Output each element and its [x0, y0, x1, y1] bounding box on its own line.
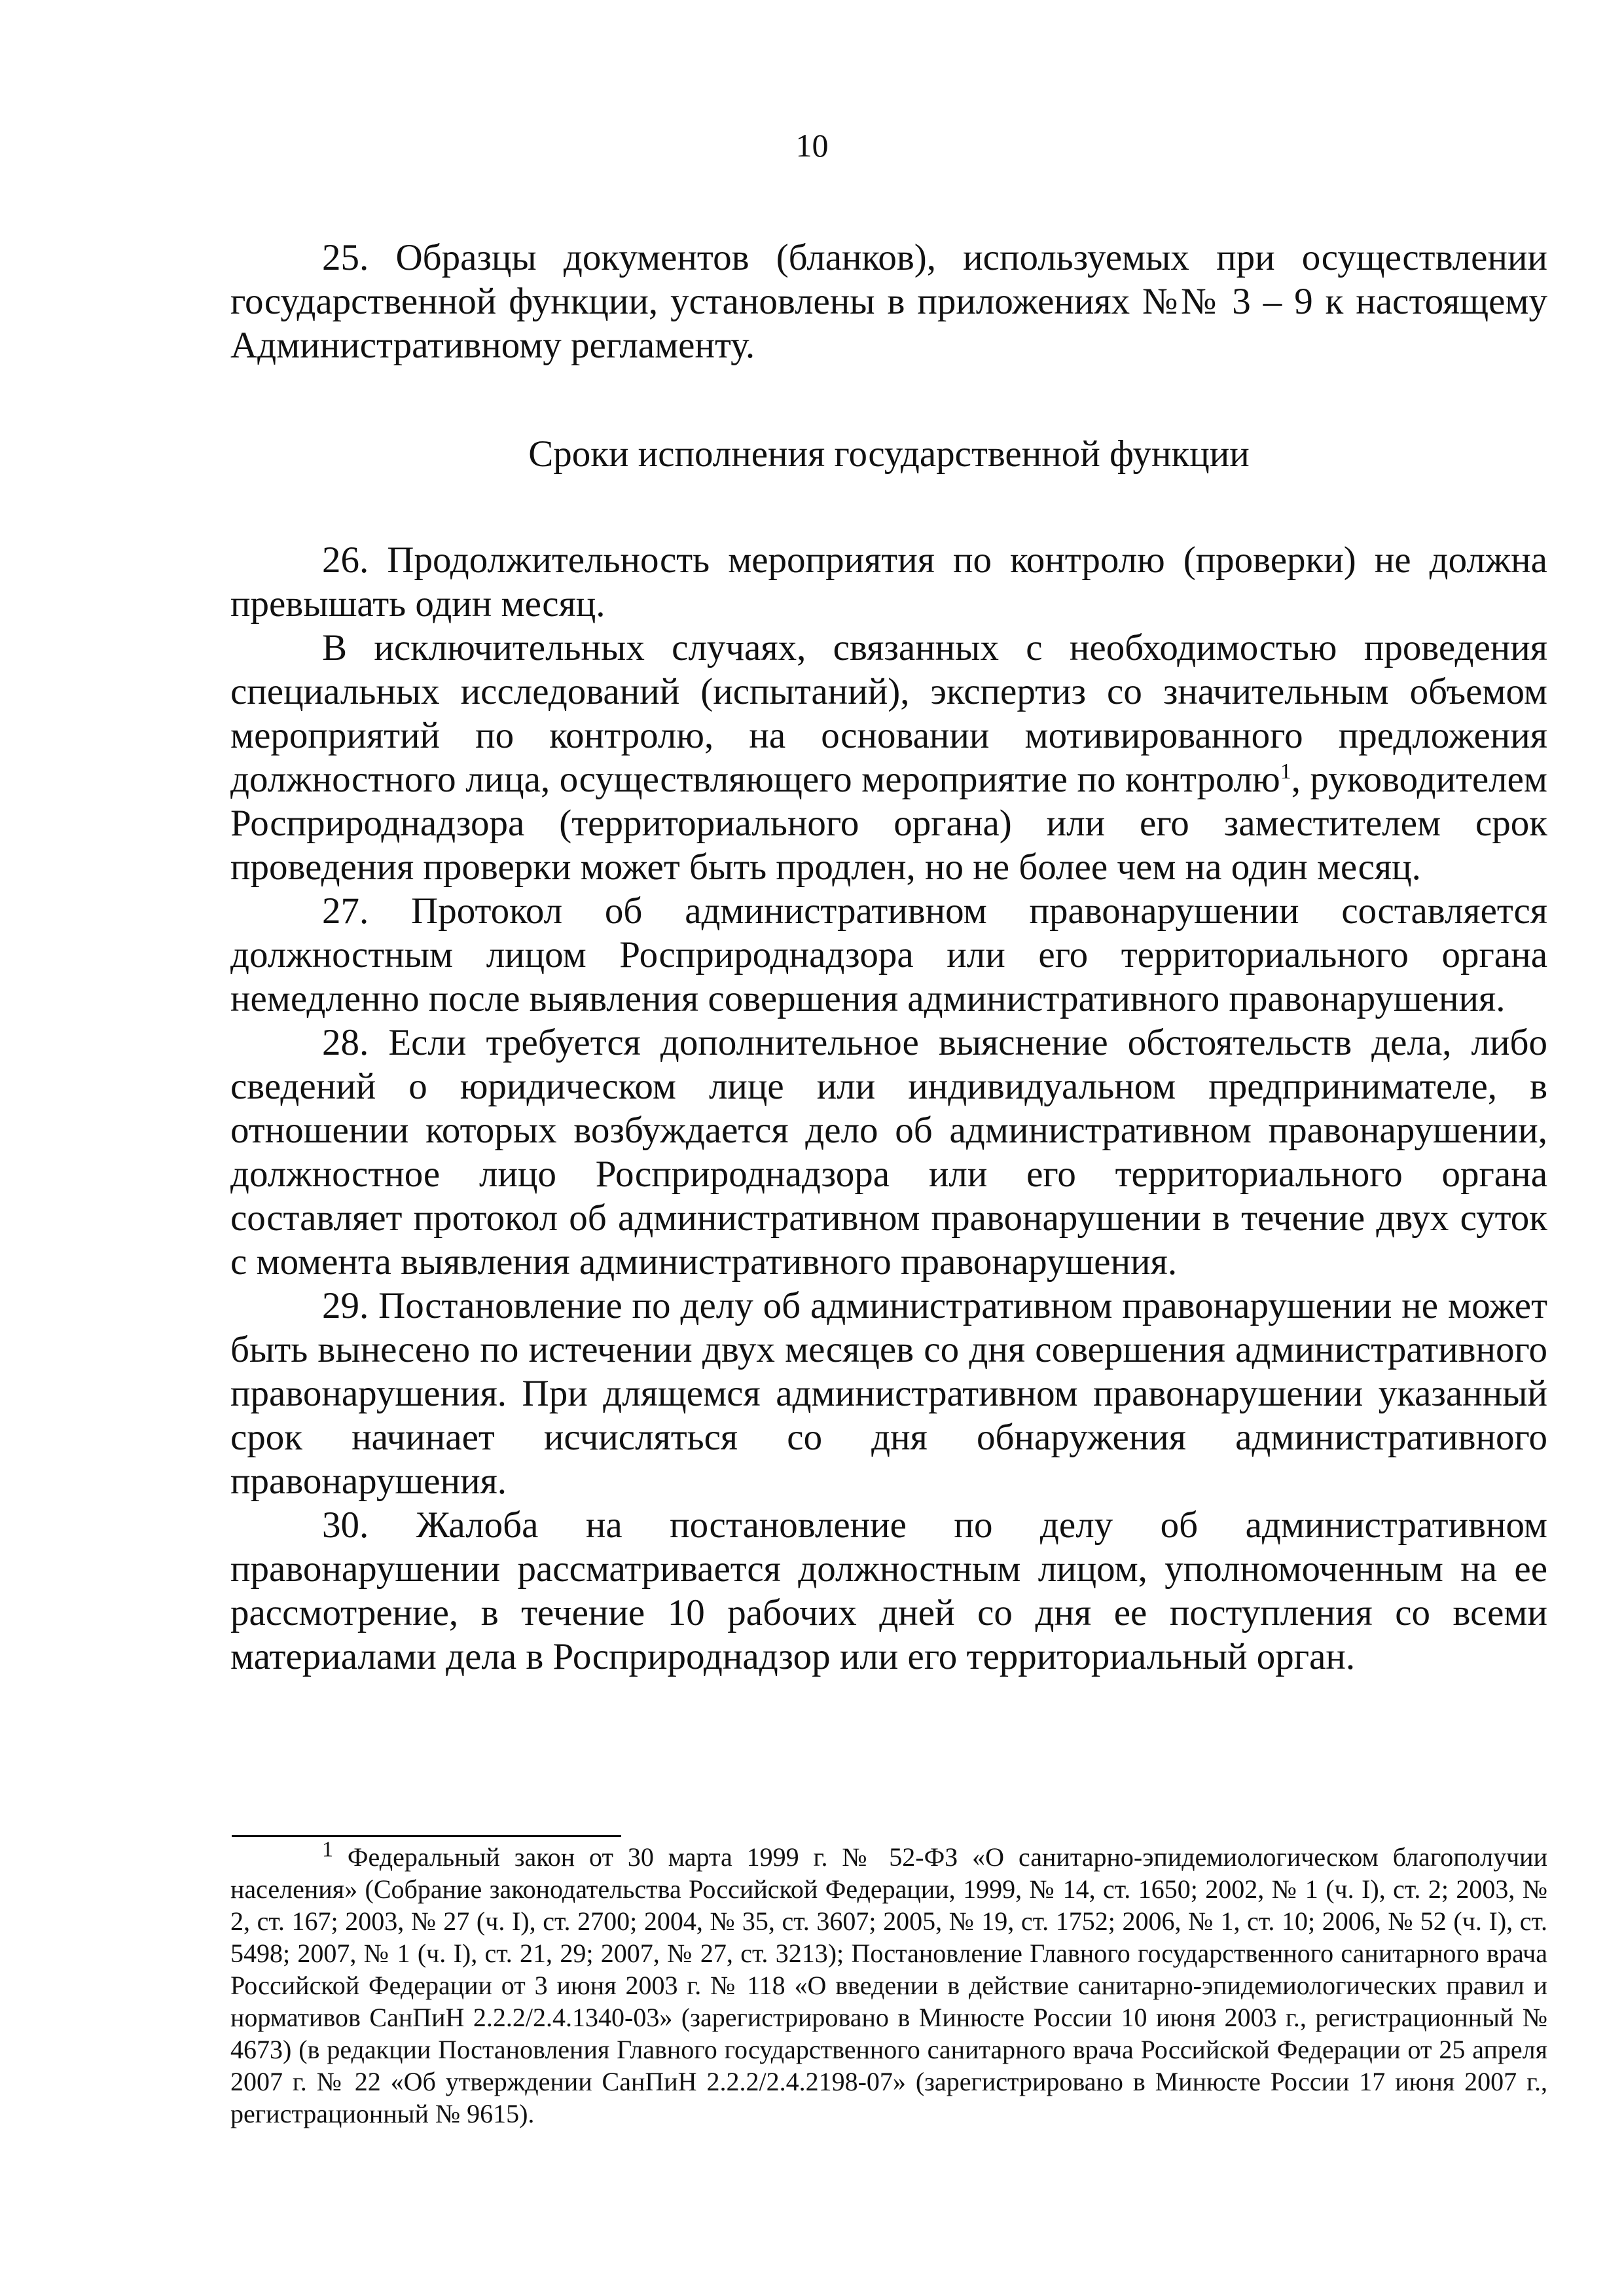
- footnote-text: Федеральный закон от 30 марта 1999 г. № 52-ФЗ «О санитарно-эпидемиологическом благополучии населения» (Собрание законодательства Российской Федерации, 1999, № 14, ст. 1650; 2002, № 1 (ч. I), ст. 2; 2003, № 2, ст. 167; 2003, № 27 (ч. I), ст. 2700; 2004, № 35, ст. 3607; 2005, № 19, ст. 1752; 2006, № 1, ст. 10; 2006, № 52 (ч. I), ст. 5498; 2007, № 1 (ч. I), ст. 21, 29; 2007, № 27, ст. 3213); Постановление Главного государственного санитарного врача Российской Федерации от 3 июня 2003 г. № 118 «О введении в действие санитарно-эпидемиологических правил и нормативов СанПиН 2.2.2/2.4.1340-03» (зарегистрировано в Минюсте России 10 июня 2003 г., регистрационный № 4673) (в редакции Постановления Главного государственного санитарного врача Российской Федерации от 25 апреля 2007 г. № 22 «Об утверждении СанПиН 2.2.2/2.4.2198-07» (зарегистрировано в Минюсте России 17 июня 2007 г., регистрационный № 9615).: [230, 1842, 1547, 2128]
- section-deadlines: [230, 538, 1547, 1679]
- paragraph-30: 30. Жалоба на постановление по делу об административном правонарушении рассматривается должностным лицом, уполномоченным на ее рассмотрение, в течение 10 рабочих дней со дня ее поступления со всеми материалами дела в Росприроднадзор или его территориальный орган.: [230, 1504, 1547, 1677]
- paragraph-26-exception-start: В исключительных случаях, связанных с необходимостью проведения специальных исследований (испытаний), экспертиз со значительным объемом мероприятий по контролю, на основании мотивированного предложения должностного лица, осуществляющего мероприятие по контролю: [230, 627, 1547, 800]
- paragraph-27: 27. Протокол об административном правонарушении составляется должностным лицом Росприроднадзора или его территориального органа немедленно после выявления совершения административного правонарушения.: [230, 890, 1547, 1019]
- paragraph-26: 26. Продолжительность мероприятия по контролю (проверки) не должна превышать один месяц.: [230, 539, 1547, 625]
- footnote-separator: [232, 1835, 621, 1837]
- page-number: 10: [795, 127, 829, 164]
- paragraph-29: 29. Постановление по делу об административном правонарушении не может быть вынесено по истечении двух месяцев со дня совершения административного правонарушения. При длящемся административном правонарушении указанный срок начинает исчисляться со дня обнаружения административного правонарушения.: [230, 1285, 1547, 1502]
- paragraph-28: 28. Если требуется дополнительное выяснение обстоятельств дела, либо сведений о юридическом лице или индивидуальном предпринимателе, в отношении которых возбуждается дело об административном правонарушении, должностное лицо Росприроднадзора или его территориального органа составляет протокол об административном правонарушении в течение двух суток с момента выявления административного правонарушения.: [230, 1022, 1547, 1283]
- paragraph-26-exception: [230, 626, 1547, 889]
- footnote-1: [230, 1837, 1547, 2130]
- section-heading: Сроки исполнения государственной функции: [528, 433, 1250, 475]
- section-forms: [230, 236, 1547, 367]
- footnote-reference[interactable]: 1: [1280, 759, 1291, 784]
- footnote: [230, 1837, 1547, 2130]
- paragraph-25: 25. Образцы документов (бланков), используемых при осуществлении государственной функции, установлены в приложениях №№ 3 – 9 к настоящему Административному регламенту.: [230, 237, 1547, 366]
- paragraph-26-exception-end: , руководителем Росприроднадзора (территориального органа) или его заместителем срок проведения проверки может быть продлен, но не более чем на один месяц.: [230, 759, 1547, 888]
- footnote-mark: 1: [322, 1837, 333, 1862]
